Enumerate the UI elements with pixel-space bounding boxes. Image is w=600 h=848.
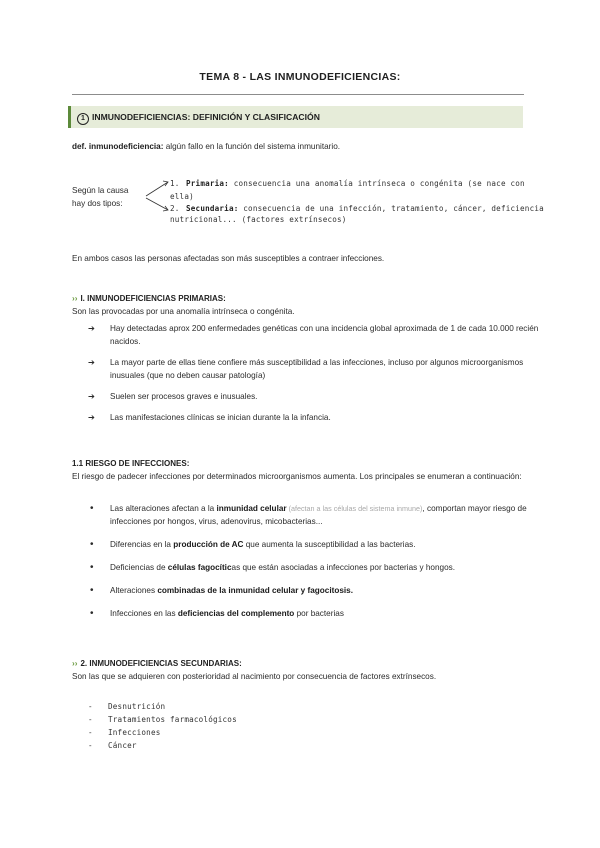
- list-item: - Infecciones: [88, 728, 161, 737]
- arrow-right-icon: ➔: [88, 413, 95, 422]
- item-term: Primaria:: [186, 179, 229, 188]
- primarias-list: [72, 322, 542, 432]
- list-item: - Tratamientos farmacológicos: [88, 715, 237, 724]
- list-item: ➔ Suelen ser procesos graves e inusuales.: [88, 392, 258, 401]
- secundarias-list: [72, 700, 472, 752]
- arrow-right-icon: ➔: [88, 358, 95, 367]
- item-text: consecuencia de una infección, tratamiento, cáncer, deficiencia nutricional... (factores extrínsecos): [170, 204, 544, 224]
- list-item: - Cáncer: [88, 741, 137, 750]
- dash-icon: -: [88, 728, 93, 737]
- dash-icon: -: [88, 715, 93, 724]
- title-divider: [72, 94, 524, 95]
- bullet-dot-icon: •: [90, 539, 94, 550]
- item-number: 2.: [170, 204, 180, 213]
- classification-intro: [72, 184, 128, 210]
- list-item: ➔ Hay detectadas aprox 200 enfermedades genéticas con una incidencia global aproximada de 1 de cada 10.000 recién nacidos.: [88, 324, 539, 346]
- definition-text: algún fallo en la función del sistema inmunitario.: [163, 142, 341, 151]
- item-text: consecuencia una anomalía intrínseca o congénita (se nace con ella): [170, 179, 525, 201]
- definition: [72, 140, 340, 153]
- classification-intro-line1: Según la causa: [72, 186, 129, 195]
- branch-arrows-icon: [144, 176, 172, 216]
- classification-item-secondary: [170, 203, 550, 225]
- bullet-dot-icon: •: [90, 503, 94, 514]
- riesgo-heading: 1.1 RIESGO DE INFECCIONES:: [72, 459, 190, 468]
- both-cases-paragraph: En ambos casos las personas afectadas son más susceptibles a contraer infecciones.: [72, 254, 385, 263]
- chevron-right-icon: ››: [72, 659, 78, 668]
- classification-item-primary: [170, 177, 550, 203]
- riesgo-intro: El riesgo de padecer infecciones por determinados microorganismos aumenta. Los principales se enumeran a continuación:: [72, 472, 522, 481]
- chevron-right-icon: ››: [72, 294, 78, 303]
- secundarias-heading: [72, 657, 532, 670]
- definition-term: def. inmunodeficiencia:: [72, 142, 164, 151]
- bullet-dot-icon: •: [90, 608, 94, 619]
- primarias-intro: Son las provocadas por una anomalía intrínseca o congénita.: [72, 307, 295, 316]
- item-number: 1.: [170, 179, 180, 188]
- bullet-dot-icon: •: [90, 562, 94, 573]
- classification-intro-line2: hay dos tipos:: [72, 199, 123, 208]
- dash-icon: -: [88, 702, 93, 711]
- list-item: • Infecciones en las deficiencias del complemento por bacterias: [90, 608, 344, 619]
- list-item: ➔ Las manifestaciones clínicas se inician durante la la infancia.: [88, 413, 331, 422]
- list-item: • Las alteraciones afectan a la inmunidad celular (afectan a las células del sistema inmune), comportan mayor riesgo de infecciones por hongos, virus, adenovirus, micobacterias...: [90, 503, 527, 526]
- primarias-heading-text: I. INMUNODEFICIENCIAS PRIMARIAS:: [80, 294, 226, 303]
- dash-icon: -: [88, 741, 93, 750]
- list-item: • Diferencias en la producción de AC que aumenta la susceptibilidad a las bacterias.: [90, 539, 416, 550]
- list-item: • Alteraciones combinadas de la inmunidad celular y fagocitosis.: [90, 585, 353, 596]
- list-item: ➔ La mayor parte de ellas tiene confiere más susceptibilidad a las infecciones, incluso por algunos microorganismos inusuales (que no deben causar patología): [88, 358, 524, 380]
- item-term: Secundaria:: [186, 204, 239, 213]
- riesgo-list: [72, 502, 542, 630]
- list-item: - Desnutrición: [88, 702, 166, 711]
- arrow-right-icon: ➔: [88, 392, 95, 401]
- list-item: • Deficiencias de células fagocíticas que están asociadas a infecciones por bacterias y hongos.: [90, 562, 455, 573]
- page-title: TEMA 8 - LAS INMUNODEFICIENCIAS:: [199, 71, 401, 83]
- arrow-right-icon: ➔: [88, 324, 95, 333]
- primarias-heading: [72, 292, 532, 305]
- secundarias-intro: Son las que se adquieren con posterioridad al nacimiento por consecuencia de factores extrínsecos.: [72, 672, 437, 681]
- circled-number-icon: 1: [77, 113, 89, 125]
- bullet-dot-icon: •: [90, 585, 94, 596]
- section-heading-text: INMUNODEFICIENCIAS: DEFINICIÓN Y CLASIFICACIÓN: [92, 112, 320, 122]
- secundarias-heading-text: 2. INMUNODEFICIENCIAS SECUNDARIAS:: [80, 659, 242, 668]
- section-heading-1: [68, 106, 523, 128]
